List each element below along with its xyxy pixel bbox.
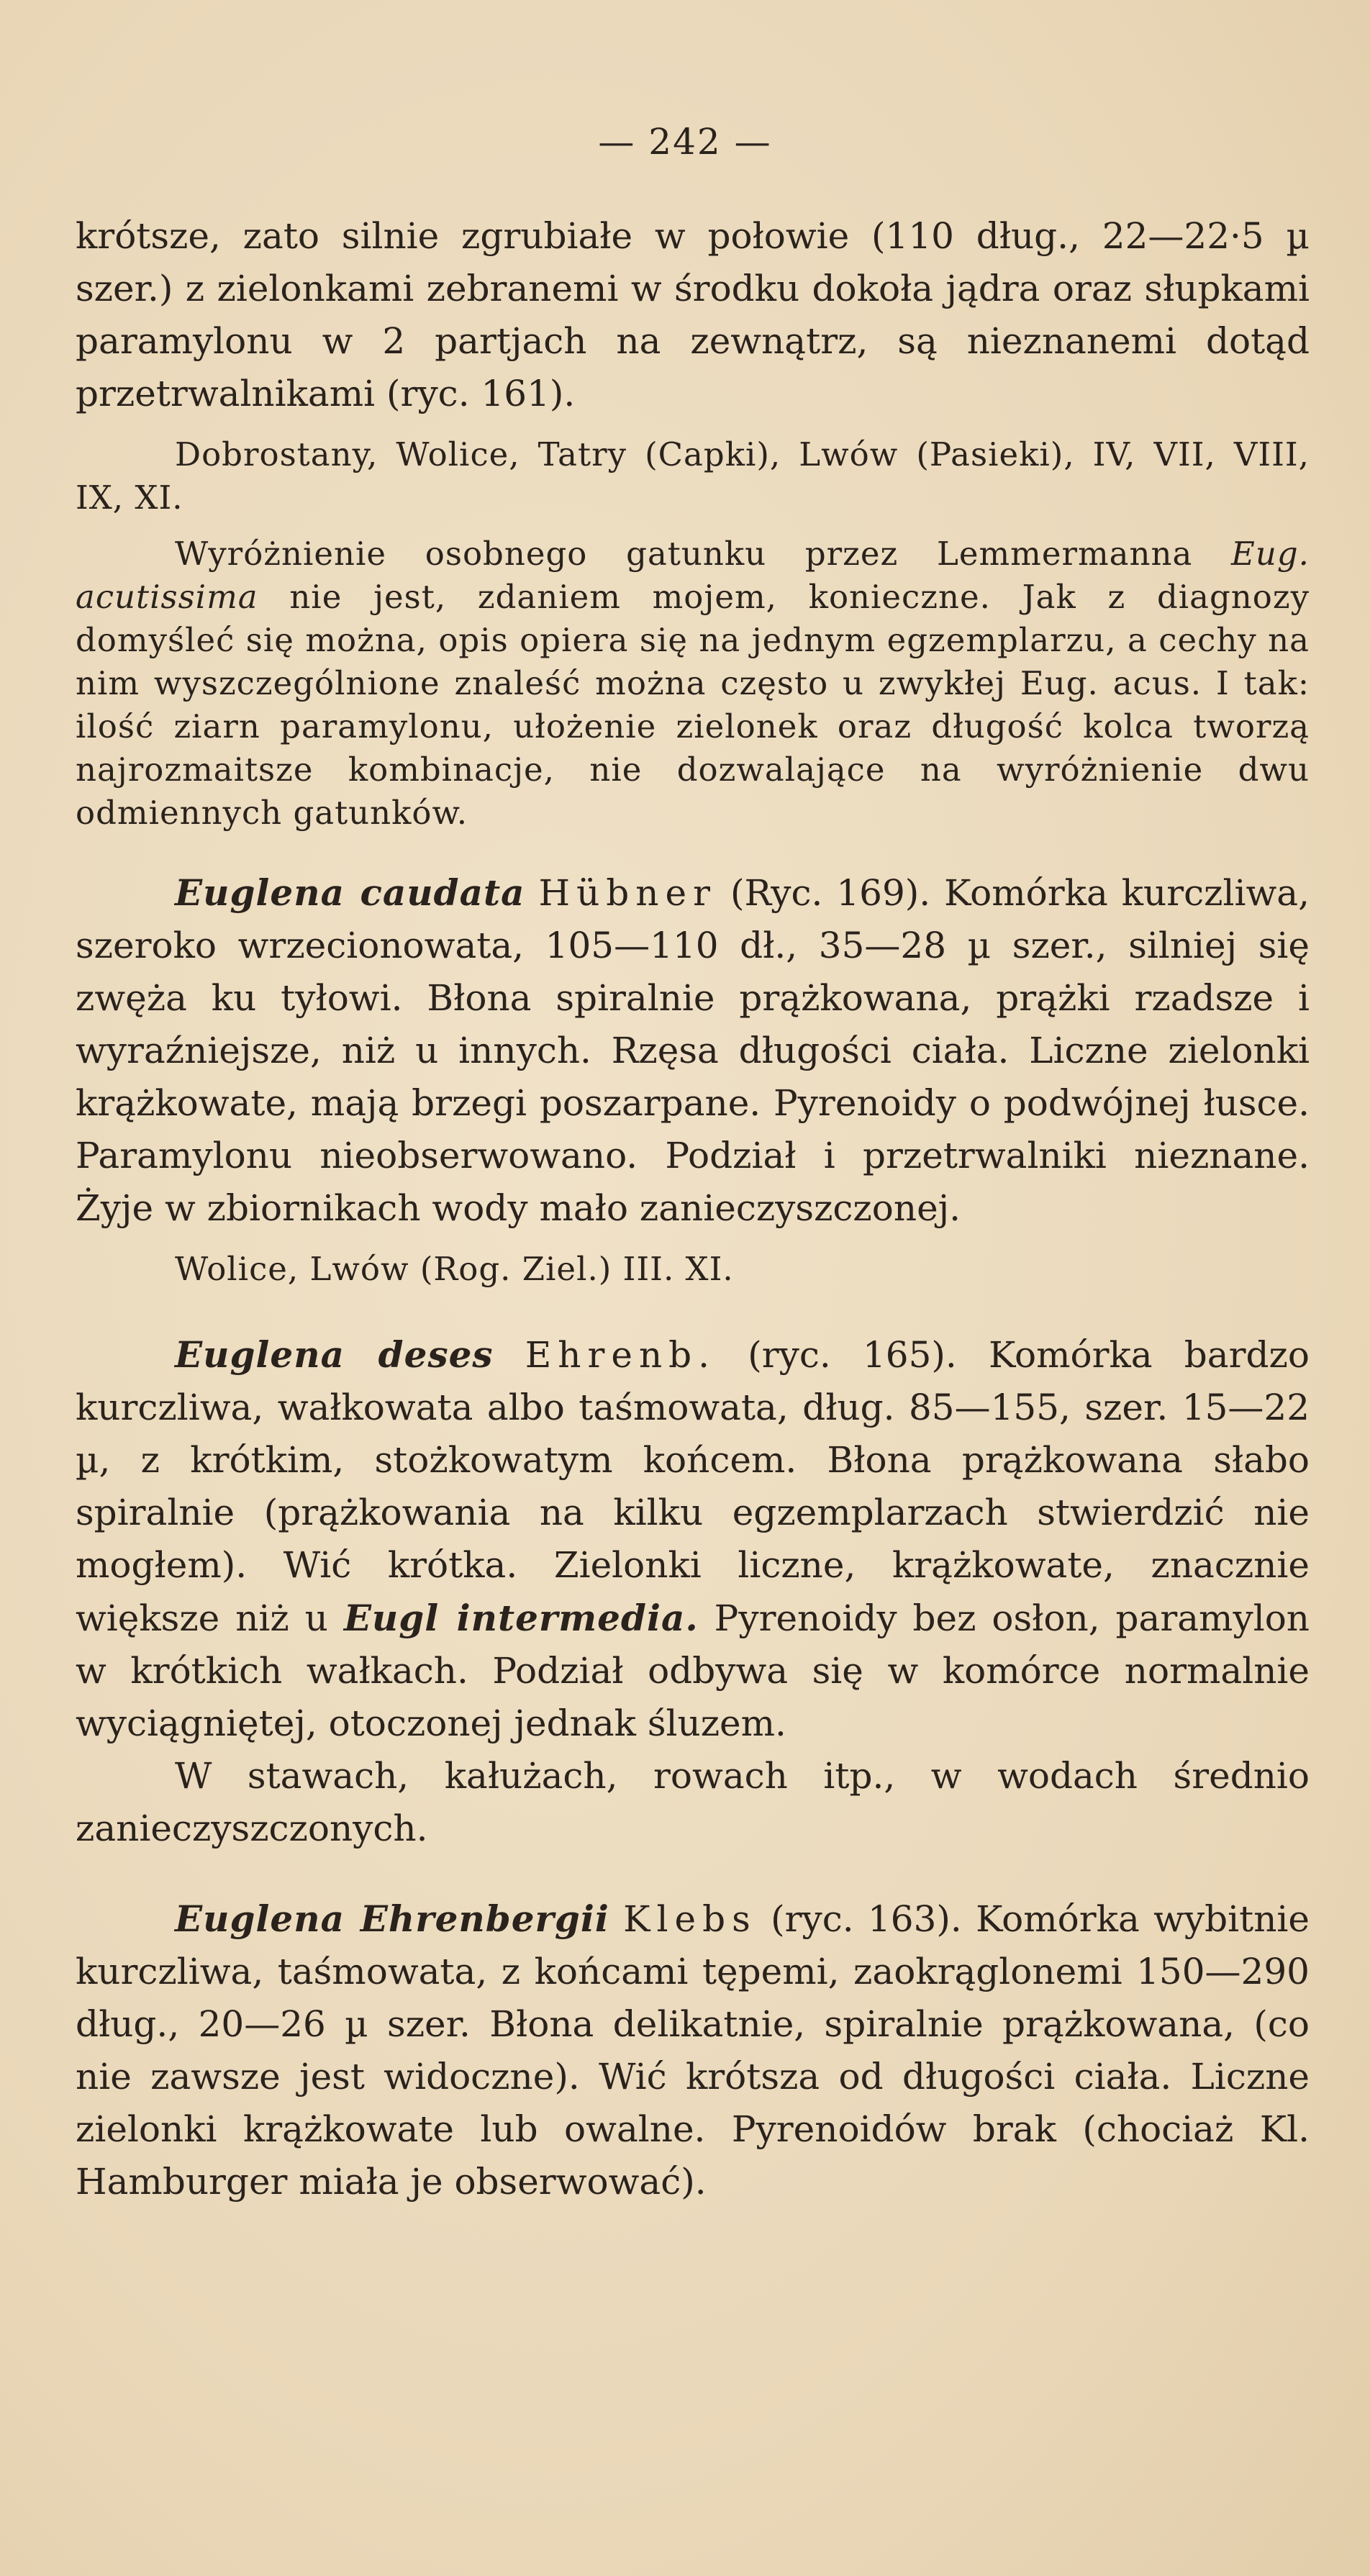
species-italic: Eug. acutissima [76,535,1310,616]
species-entry-deses: Euglena deses Ehrenb. (ryc. 165). Komórka bardzo kurczliwa, wałkowata albo taśmowata, dług. 85—155, szer. 15—22 µ, z krótkim, stożkowatym końcem. Błona prążkowana słabo spiralnie (prążkowania na kilku egzemplarzach stwierdzić nie mogłem). Wić krótka. Zielonki liczne, krążkowate, znacznie większe niż u Eugl intermedia. Pyrenoidy bez osłon, paramylon w krótkich wałkach. Podział odbywa się w komórce normalnie wyciągniętej, otoczonej jednak śluzem. [76,1333,1310,1744]
species-author: Klebs [623,1898,757,1940]
main-text [76,210,1310,2208]
species-author: Ehrenb. [525,1334,717,1376]
paragraph-continuation: krótsze, zato silnie zgrubiałe w połowie (110 dług., 22—22·5 µ szer.) z zielonkami zebranemi w środku dokoła jądra oraz słupkami paramylonu w 2 partjach na zewnątrz, są nieznanemi dotąd przetrwalnikami (ryc. 161). [76,215,1310,414]
locality-caudata: Wolice, Lwów (Rog. Ziel.) III. XI. [175,1250,734,1288]
note-paragraph: Wyróżnienie osobnego gatunku przez Lemmermanna Eug. acutissima nie jest, zdaniem mojem, konieczne. Jak z diagnozy domyśleć się można, opis opiera się na jednym egzemplarzu, a cechy na nim wyszczególnione znaleść można często u zwykłej Eug. acus. I tak: ilość ziarn paramylonu, ułożenie zielonek oraz długość kolca tworzą najrozmaitsze kombinacje, nie dozwalające na wyróżnienie dwu odmiennych gatunków. [76,535,1310,832]
species-name: Euglena caudata [175,871,525,914]
species-name: Euglena Ehrenbergii [175,1897,609,1940]
species-entry-caudata: Euglena caudata Hübner (Ryc. 169). Komórka kurczliwa, szeroko wrzecionowata, 105—110 dł., 35—28 µ szer., silniej się zwęża ku tyłowi. Błona spiralnie prążkowana, prążki rzadsze i wyraźniejsze, niż u innych. Rzęsa długości ciała. Liczne zielonki krążkowate, mają brzegi poszarpane. Pyrenoidy o podwójnej łusce. Paramylonu nieobserwowano. Podział i przetrwalniki nieznane. Żyje w zbiornikach wody mało zanieczyszczonej. [76,871,1310,1229]
species-name: Euglena deses [175,1333,494,1376]
page-number: — 242 — [598,121,772,163]
species-author: Hübner [538,872,717,914]
locality-deses: W stawach, kałużach, rowach itp., w wodach średnio zanieczyszczonych. [76,1755,1310,1849]
species-italic: Eugl intermedia. [343,1597,699,1639]
species-entry-ehrenbergii: Euglena Ehrenbergii Klebs (ryc. 163). Komórka wybitnie kurczliwa, taśmowata, z końcami tępemi, zaokrąglonemi 150—290 dług., 20—26 µ szer. Błona delikatnie, spiralnie prążkowana, (co nie zawsze jest widoczne). Wić krótsza od długości ciała. Liczne zielonki krążkowate lub owalne. Pyrenoidów brak (chociaż Kl. Hamburger miała je obserwować). [76,1897,1310,2203]
locality-list: Dobrostany, Wolice, Tatry (Capki), Lwów (Pasieki), IV, VII, VIII, IX, XI. [76,435,1310,517]
